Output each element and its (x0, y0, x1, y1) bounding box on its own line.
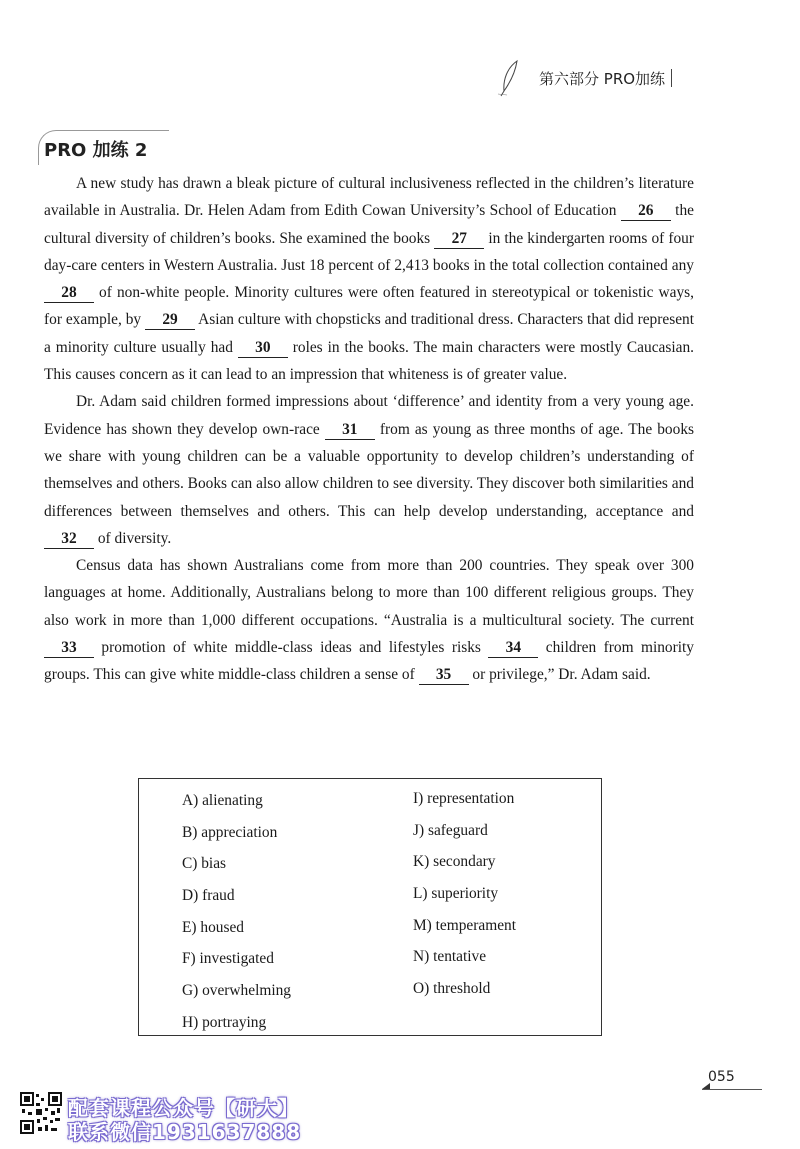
option-item: C) bias (182, 855, 227, 873)
page-header (495, 58, 710, 98)
watermark-line-2: 联系微信1931637888 (68, 1120, 302, 1144)
blank-32: 32 (44, 530, 94, 549)
blank-30: 30 (238, 339, 288, 358)
option-item: D) fraud (182, 887, 235, 905)
paragraph-1 (44, 170, 694, 388)
option-item: A) alienating (182, 792, 263, 809)
word-bank-right-column (413, 787, 516, 1009)
feather-icon (495, 58, 525, 98)
blank-34: 34 (488, 639, 538, 658)
option-item: H) portraying (182, 1013, 267, 1031)
option-item: O) threshold (413, 980, 491, 998)
passage-text: A new study has drawn a bleak picture of cultural inclusiveness reflected in the children’s literature available in Australia. Dr. Helen Adam from Edith Cowan University’s School of Education (44, 175, 694, 220)
paragraph-2 (44, 388, 694, 552)
section-title-text: PRO 加练 2 (44, 140, 148, 161)
word-bank-box (138, 778, 602, 1036)
blank-28: 28 (44, 284, 94, 303)
blank-29: 29 (145, 311, 195, 330)
header-title: 第六部分 PRO加练 (539, 69, 666, 88)
word-bank-left-column (182, 789, 291, 1043)
blank-35: 35 (419, 666, 469, 685)
option-item: I) representation (413, 790, 515, 807)
passage-text: roles in the books. The main characters were mostly Caucasian. This causes concern as it can lead to an impression that whiteness is of greater value. (44, 338, 694, 384)
page-number-rule (702, 1089, 762, 1090)
passage-text: the cultural diversity of children’s books. She examined the books (44, 202, 694, 247)
option-item: E) housed (182, 918, 244, 936)
page-number: 055 (708, 1069, 735, 1085)
blank-33: 33 (44, 639, 94, 658)
passage-text: of diversity. (94, 529, 172, 547)
qr-code-icon (20, 1092, 62, 1134)
option-item: L) superiority (413, 885, 499, 903)
option-item: F) investigated (182, 950, 274, 968)
passage-text: Dr. Adam said children formed impressions about ‘difference’ and identity from a very young age. Evidence has shown they develop own-race (44, 393, 694, 438)
passage-text: children from minority groups. This can give white middle-class children a sense of (44, 639, 694, 684)
blank-27: 27 (434, 230, 484, 249)
title-decoration (38, 130, 169, 165)
watermark-line-1: 配套课程公众号【研大】 (68, 1096, 299, 1120)
option-item: J) safeguard (413, 821, 488, 839)
passage-text: Census data has shown Australians come from more than 200 countries. They speak over 300 languages at home. Additionally, Australians belong to more than 100 different religious groups. They also work in more than 1,000 different occupations. “Australia is a multicultural society. The current (44, 557, 694, 629)
blank-26: 26 (621, 202, 671, 221)
header-divider (671, 69, 672, 87)
option-item: G) overwhelming (182, 982, 291, 1000)
passage-text: of non-white people. Minority cultures were often featured in stereotypical or tokenistic ways, for example, by (44, 284, 694, 329)
passage-text: in the kindergarten rooms of four day-care centers in Western Australia. Just 18 percent of 2,413 books in the total collection contained any (44, 229, 694, 274)
passage-text: from as young as three months of age. The books we share with young children can be a valuable opportunity to develop children’s understanding of themselves and others. Books can also allow children to see diversity. They discover both similarities and differences between themselves and others. This can help develop understanding, acceptance and (44, 420, 694, 520)
paragraph-3 (44, 552, 694, 688)
passage (44, 170, 694, 689)
option-item: K) secondary (413, 853, 496, 871)
option-item: B) appreciation (182, 823, 278, 841)
option-item: N) tentative (413, 948, 487, 966)
section-title (44, 136, 147, 162)
option-item: M) temperament (413, 916, 516, 934)
passage-text: or privilege,” Dr. Adam said. (468, 666, 651, 684)
passage-text: promotion of white middle-class ideas and lifestyles risks (94, 639, 489, 657)
passage-text: Asian culture with chopsticks and traditional dress. Characters that did represent a minority culture usually had (44, 311, 694, 356)
blank-31: 31 (325, 421, 375, 440)
